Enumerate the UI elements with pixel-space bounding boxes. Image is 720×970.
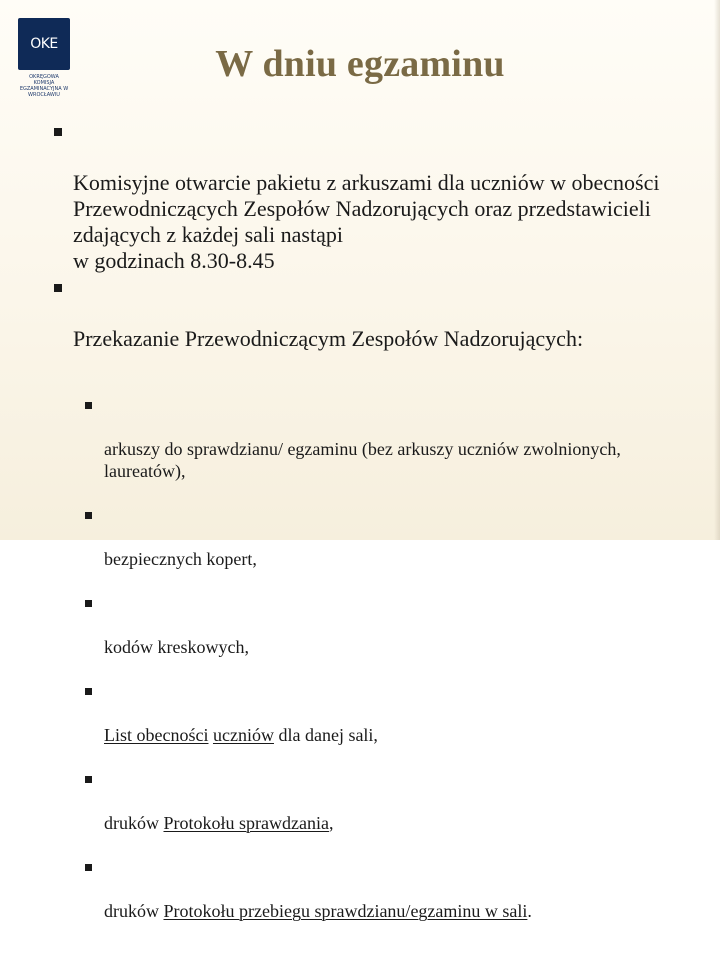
bullet-text: Komisyjne otwarcie pakietu z arkuszami dla uczniów w obecności Przewodniczących Zespołów Nadzorujących oraz przedstawicieli zdających z każdej sali nastąpi w godzinach 8.30-8.45	[73, 170, 660, 273]
sub-bullet-text: arkuszy do sprawdzianu/ egzaminu (bez arkuszy uczniów zwolnionych, laureatów),	[104, 439, 621, 481]
sub-bullet-item	[77, 680, 692, 746]
sub-bullet-text: druków	[104, 901, 164, 921]
square-bullet-icon	[85, 776, 92, 783]
link-protokol-przebiegu[interactable]: Protokołu przebiegu sprawdzianu/egzaminu w sali	[163, 901, 528, 921]
bullet-item-handover	[52, 274, 692, 970]
link-protokol-sprawdzania[interactable]: Protokołu sprawdzania	[163, 813, 329, 833]
logo-subtext: OKRĘGOWA KOMISJA EGZAMINACYJNA W WROCŁAWIU	[19, 74, 69, 98]
sub-bullet-text: druków	[104, 813, 164, 833]
sub-bullet-item	[77, 856, 692, 922]
sub-bullet-item	[77, 504, 692, 570]
sub-bullet-item	[77, 768, 692, 834]
sub-bullet-text: .	[527, 901, 532, 921]
bullet-list	[52, 118, 692, 970]
sub-bullet-text: kodów kreskowych,	[104, 637, 249, 657]
logo-mark: OKE	[30, 36, 58, 52]
content	[52, 118, 692, 970]
sub-bullet-item	[77, 394, 692, 482]
bullet-item-opening	[52, 118, 692, 274]
page-title: W dniu egzaminu	[215, 43, 505, 85]
sub-bullet-text: bezpiecznych kopert,	[104, 549, 257, 569]
sub-bullet-text: dla danej sali,	[273, 725, 378, 745]
link-list-obecnosci[interactable]: List obecności	[104, 725, 209, 745]
square-bullet-icon	[85, 600, 92, 607]
square-bullet-icon	[85, 512, 92, 519]
sub-bullet-list	[73, 372, 692, 944]
link-uczniow[interactable]: uczniów	[212, 725, 274, 745]
square-bullet-icon	[85, 864, 92, 871]
sub-bullet-text: ,	[328, 813, 334, 833]
sub-bullet-item	[77, 592, 692, 658]
square-bullet-icon	[85, 688, 92, 695]
square-bullet-icon	[54, 284, 62, 292]
square-bullet-icon	[54, 128, 62, 136]
square-bullet-icon	[85, 402, 92, 409]
bullet-text: Przekazanie Przewodniczącym Zespołów Nadzorujących:	[73, 326, 584, 351]
